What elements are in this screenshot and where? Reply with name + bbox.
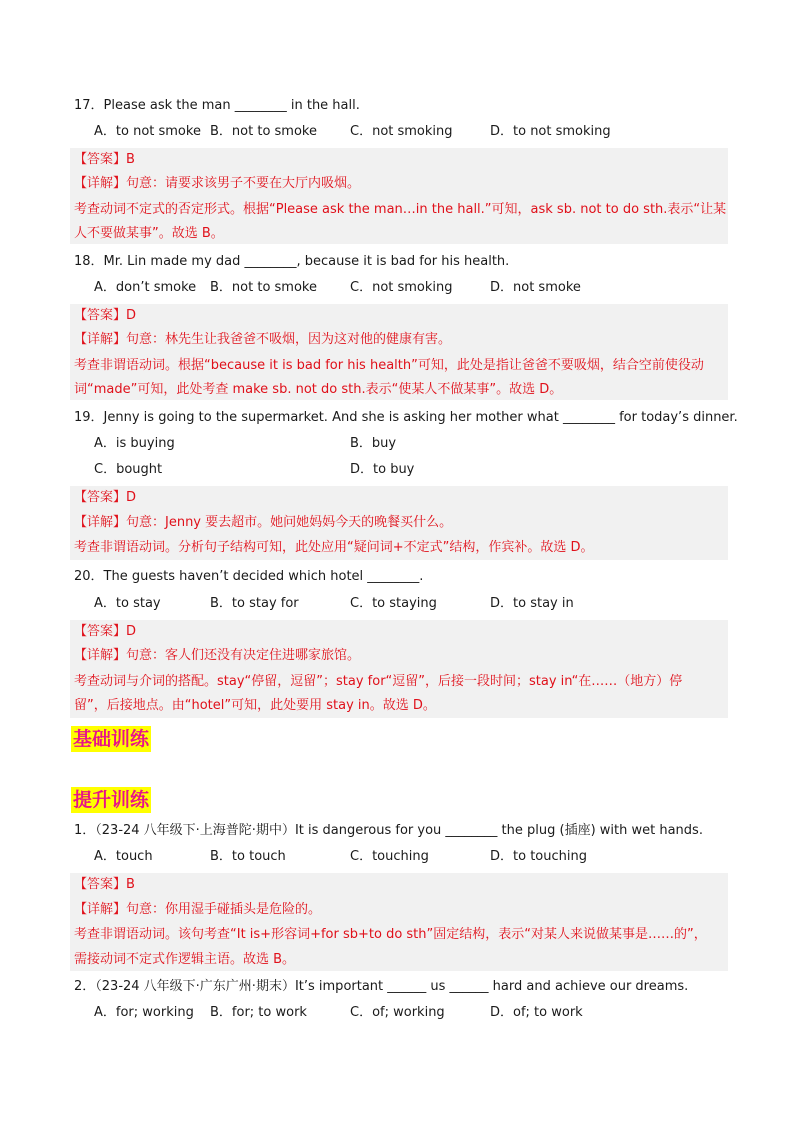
option-d: D．to touching [490,849,587,864]
option-b: B．not to smoke [210,280,317,295]
question-17-options [94,122,734,142]
section-heading-basic: 基础训练 [73,728,150,750]
option-d: D．of; to work [490,1005,583,1020]
question-18-stem: 18．Mr. Lin made my dad ________, because it is bad for his health. [74,254,510,269]
option-d: D．to buy [350,462,415,477]
question-19-options-row1 [94,434,734,454]
option-c: C．to staying [350,596,437,611]
answer-line: 【答案】B [74,877,135,892]
detail-line: 【详解】句意：请要求该男子不要在大厅内吸烟。 [74,176,361,191]
detail-line: 考查动词与介词的搭配。stay“停留，逗留”；stay for“逗留”，后接一段时间；stay in“在……（地方）停 [74,674,683,689]
option-a: A．is buying [94,436,175,451]
detail-line: 【详解】句意：客人们还没有决定住进哪家旅馆。 [74,648,361,663]
option-a: A．don’t smoke [94,280,197,295]
detail-line: 考查非谓语动词。分析句子结构可知，此处应用“疑问词+不定式”结构，作宾补。故选 D。 [74,540,594,555]
answer-line: 【答案】D [74,624,137,639]
detail-line: 需接动词不定式作逻辑主语。故选 B。 [74,952,296,967]
section-heading-advanced: 提升训练 [73,789,150,811]
option-c: C．bought [94,462,163,477]
option-b: B．buy [350,436,397,451]
option-a: A．for; working [94,1005,194,1020]
option-a: A．to not smoke [94,124,201,139]
answer-block-18 [70,304,728,400]
answer-line: 【答案】D [74,308,137,323]
option-c: C．not smoking [350,124,453,139]
question-17-stem: 17．Please ask the man ________ in the hall. [74,98,360,113]
answer-line: 【答案】D [74,490,137,505]
detail-line: 考查动词不定式的否定形式。根据“Please ask the man…in the hall.”可知，ask sb. not to do sth.表示“让某 [74,202,727,217]
advanced-question-1-options [94,847,734,867]
advanced-question-2-stem: 2．（23-24 八年级下·广东广州·期末）It’s important ______ us ______ hard and achieve our dreams. [74,979,689,994]
question-19-options-row2 [94,460,734,480]
answer-block-17 [70,148,728,244]
option-c: C．touching [350,849,429,864]
option-b: B．to stay for [210,596,299,611]
detail-line: 留”，后接地点。由“hotel”可知，此处要用 stay in。故选 D。 [74,698,436,713]
option-c: C．not smoking [350,280,453,295]
option-d: D．to stay in [490,596,574,611]
option-c: C．of; working [350,1005,445,1020]
detail-line: 【详解】句意：你用湿手碰插头是危险的。 [74,902,322,917]
answer-line: 【答案】B [74,152,135,167]
detail-line: 考查非谓语动词。该句考查“It is+形容词+for sb+to do sth”固定结构，表示“对某人来说做某事是……的”， [74,927,707,942]
advanced-question-1-stem: 1．（23-24 八年级下·上海普陀·期中）It is dangerous for you ________ the plug (插座) with wet hands. [74,823,703,838]
answer-block-20 [70,620,728,718]
option-d: D．to not smoking [490,124,611,139]
option-a: A．touch [94,849,153,864]
option-d: D．not smoke [490,280,581,295]
detail-line: 人不要做某事”。故选 B。 [74,226,224,241]
answer-block-advanced-1 [70,873,728,971]
question-20-options [94,594,734,614]
option-b: B．to touch [210,849,286,864]
advanced-question-2-options [94,1003,734,1023]
option-b: B．not to smoke [210,124,317,139]
detail-line: 【详解】句意：Jenny 要去超市。她问她妈妈今天的晚餐买什么。 [74,515,453,530]
question-19-stem: 19．Jenny is going to the supermarket. And she is asking her mother what ________ for today’s dinner. [74,410,738,425]
question-18-options [94,278,734,298]
detail-line: 【详解】句意：林先生让我爸爸不吸烟，因为这对他的健康有害。 [74,332,452,347]
detail-line: 词“made”可知，此处考查 make sb. not do sth.表示“使某人不做某事”。故选 D。 [74,382,563,397]
answer-block-19 [70,486,728,560]
question-20-stem: 20．The guests haven’t decided which hotel ________. [74,569,424,584]
detail-line: 考查非谓语动词。根据“because it is bad for his health”可知，此处是指让爸爸不要吸烟，结合空前使役动 [74,358,704,373]
option-b: B．for; to work [210,1005,307,1020]
option-a: A．to stay [94,596,161,611]
